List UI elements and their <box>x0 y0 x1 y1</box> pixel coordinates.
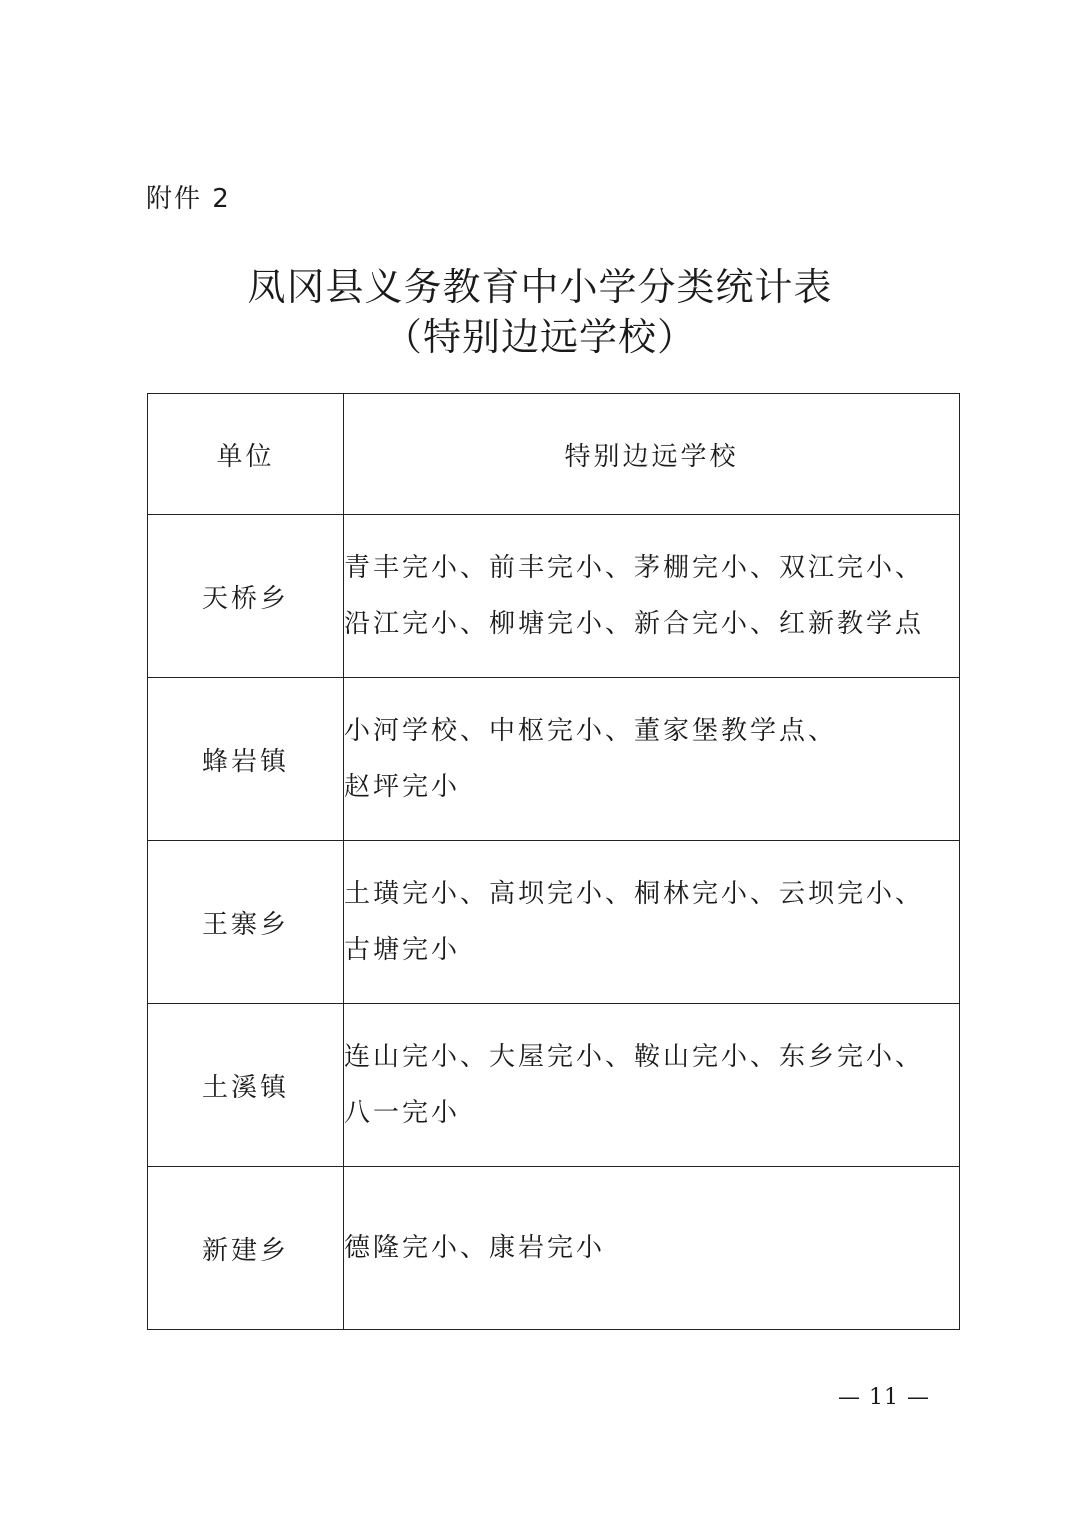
schools-cell <box>344 841 960 1004</box>
table-row <box>148 1004 960 1167</box>
unit-cell: 新建乡 <box>148 1167 344 1330</box>
unit-cell: 王寨乡 <box>148 841 344 1004</box>
table-row <box>148 515 960 678</box>
schools-line: 沿江完小、柳塘完小、新合完小、红新教学点 <box>344 609 925 639</box>
schools-line: 青丰完小、前丰完小、茅棚完小、双江完小、 <box>344 553 925 583</box>
schools-line: 连山完小、大屋完小、鞍山完小、东乡完小、 <box>344 1042 925 1072</box>
schools-line: 小河学校、中枢完小、董家堡教学点、 <box>344 716 838 746</box>
document-title: 凤冈县义务教育中小学分类统计表 <box>247 265 833 309</box>
schools-line: 八一完小 <box>344 1098 461 1128</box>
document-subtitle: （特别边远学校） <box>383 315 696 359</box>
header-schools: 特别边远学校 <box>344 394 960 515</box>
unit-cell: 天桥乡 <box>148 515 344 678</box>
unit-cell: 土溪镇 <box>148 1004 344 1167</box>
schools-cell <box>344 515 960 678</box>
schools-line: 土璜完小、高坝完小、桐林完小、云坝完小、 <box>344 879 925 909</box>
unit-cell: 蜂岩镇 <box>148 678 344 841</box>
page-number: — 11 — <box>838 1385 930 1410</box>
schools-cell <box>344 1167 960 1330</box>
schools-line: 德隆完小、康岩完小 <box>344 1233 606 1263</box>
table-row <box>148 841 960 1004</box>
schools-line: 古塘完小 <box>344 935 461 965</box>
table-row <box>148 678 960 841</box>
schools-cell <box>344 678 960 841</box>
schools-line: 赵坪完小 <box>344 772 461 802</box>
attachment-label: 附件 2 <box>146 184 231 214</box>
table-row <box>148 1167 960 1330</box>
schools-cell <box>344 1004 960 1167</box>
school-table <box>147 393 960 1330</box>
header-unit: 单位 <box>148 394 344 515</box>
table-header-row <box>148 394 960 515</box>
